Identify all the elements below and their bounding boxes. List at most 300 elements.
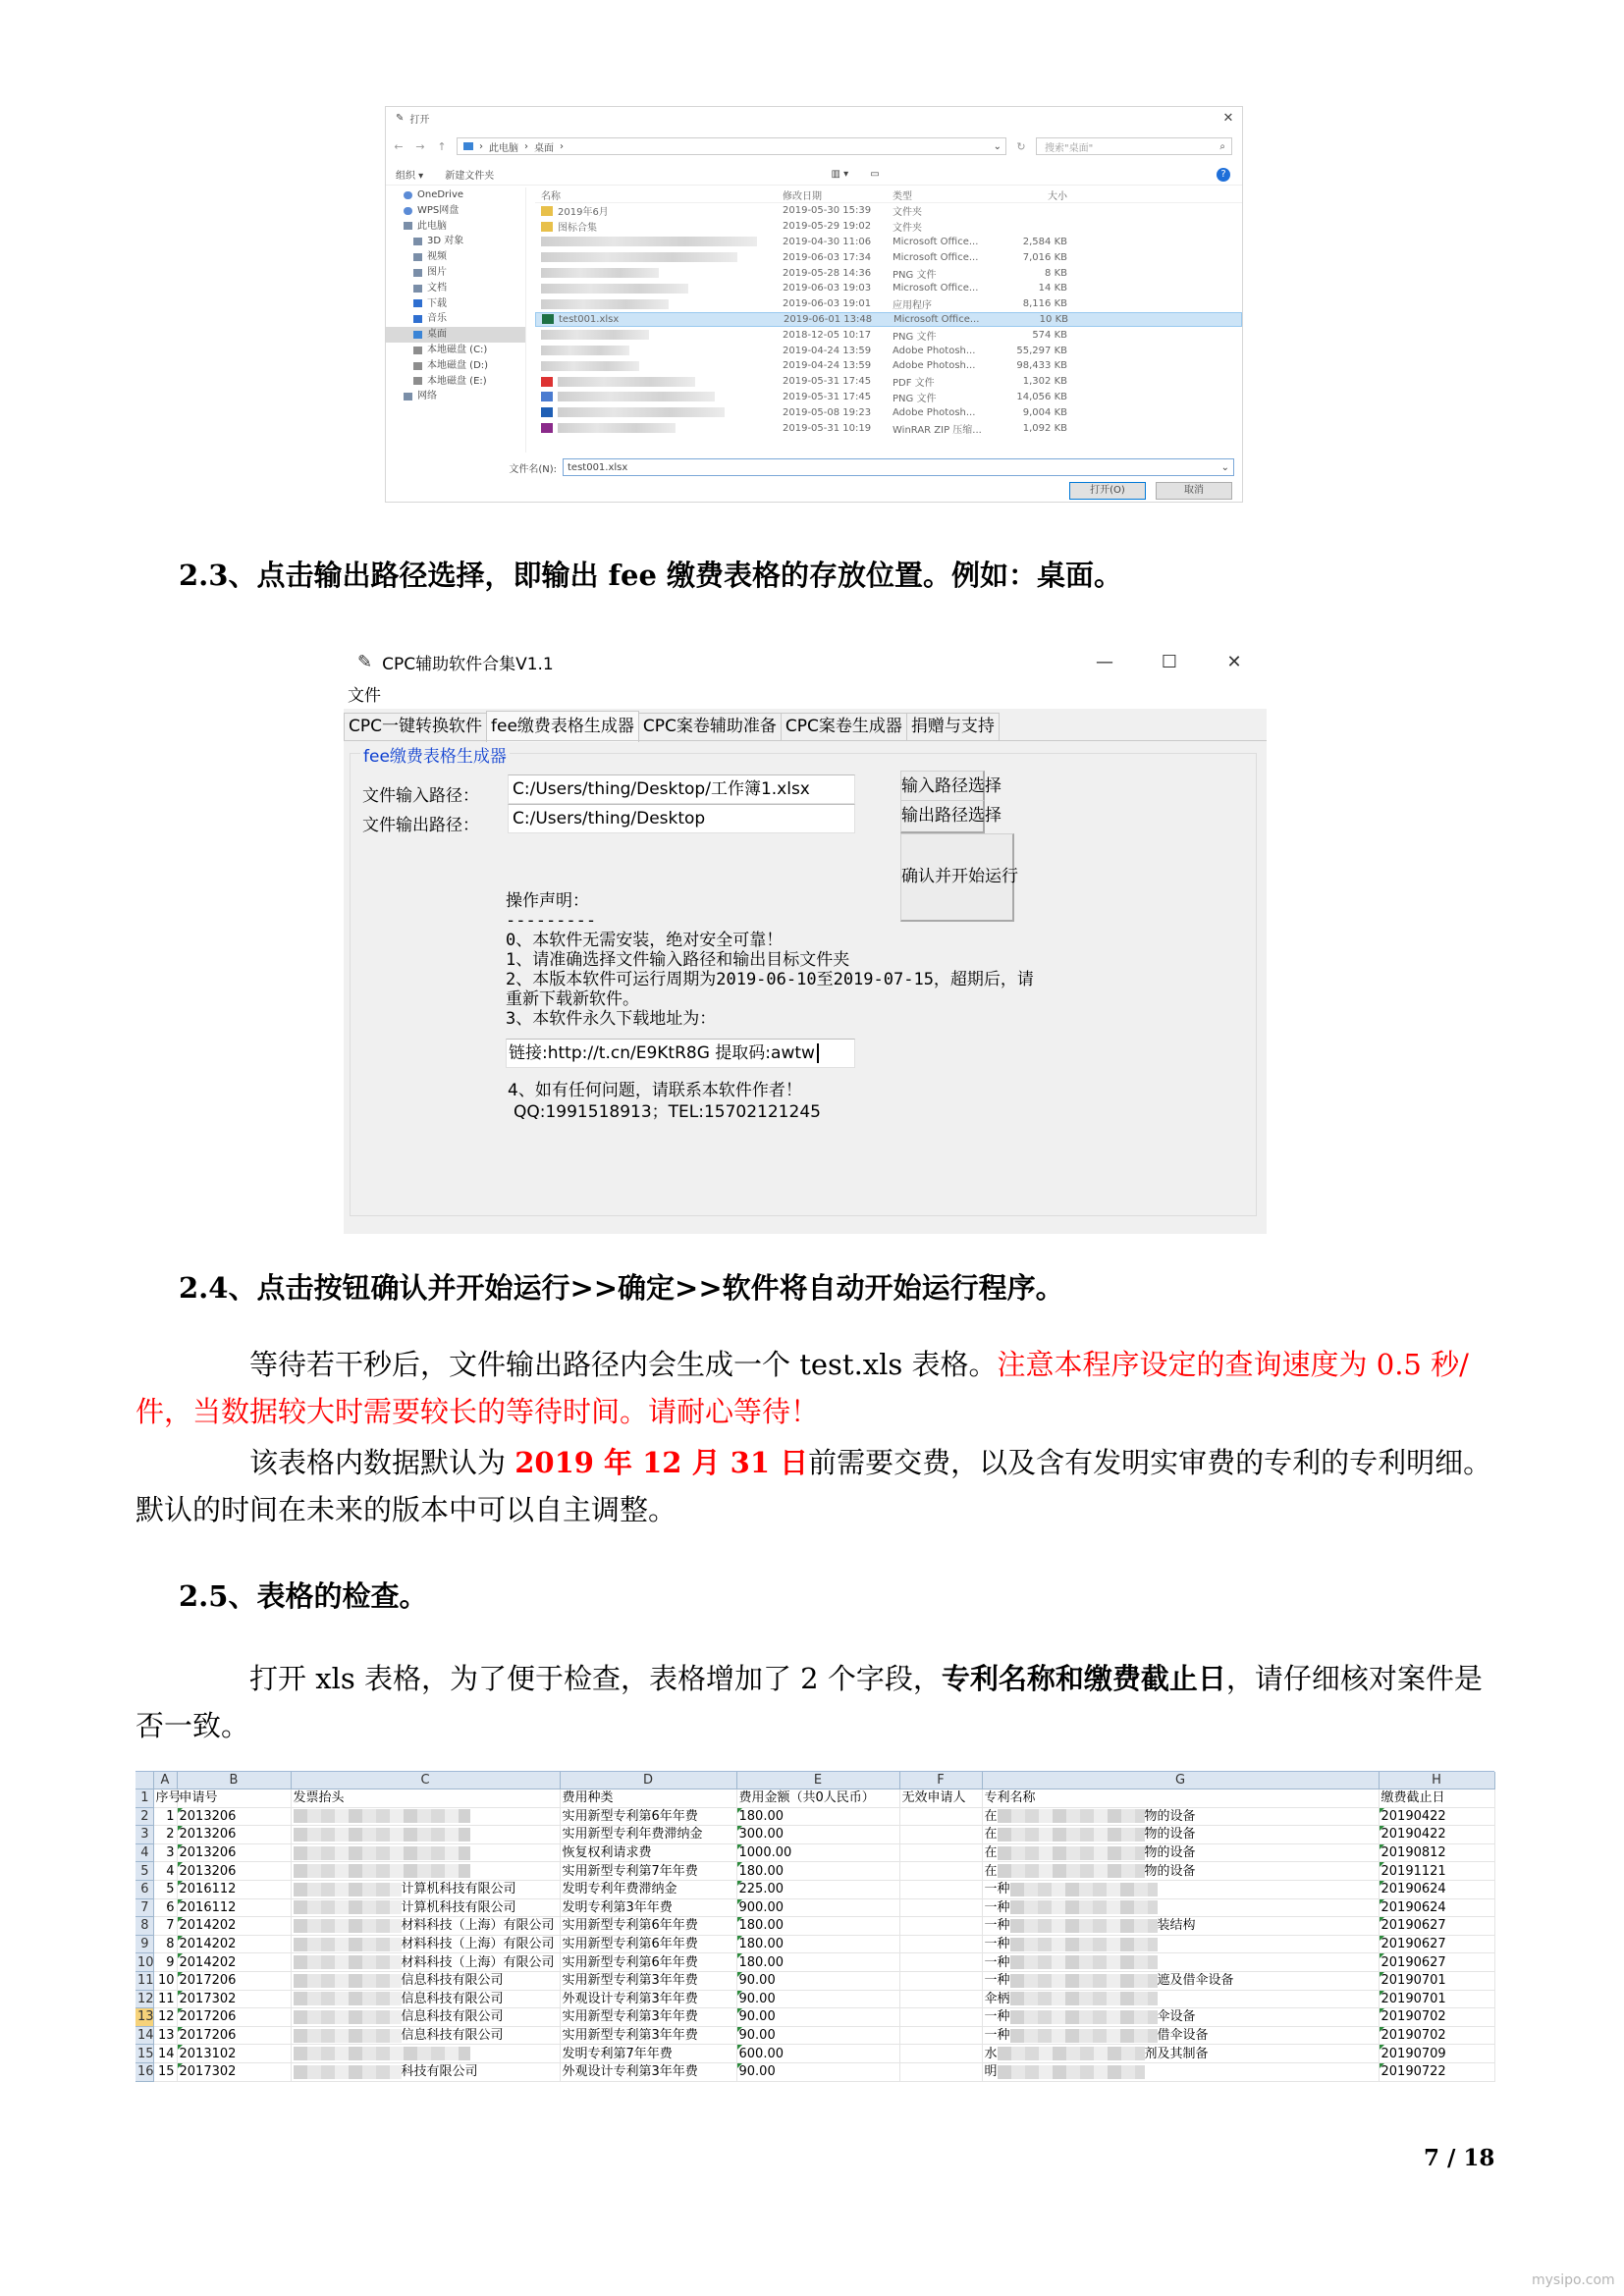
cell-invalid-applicant[interactable]: [899, 1807, 982, 1826]
row-number[interactable]: 8: [135, 1917, 153, 1936]
redacted-filename: [558, 407, 725, 417]
filename-field[interactable]: test001.xlsx ⌄: [563, 458, 1234, 476]
cell-application-no[interactable]: 2014202: [177, 1953, 291, 1972]
cell-invalid-applicant[interactable]: [899, 2045, 982, 2063]
sidebar-item-drive-d[interactable]: 本地磁盘 (D:): [386, 358, 525, 374]
drive-icon: [413, 347, 422, 354]
file-row-selected[interactable]: test001.xlsx 2019-06-01 13:48 Microsoft Office... 10 KB: [535, 312, 1242, 328]
cell-due-date[interactable]: 20190701: [1379, 1971, 1494, 1990]
chevron-down-icon[interactable]: ⌄: [1220, 461, 1229, 473]
row-number[interactable]: 15: [137, 2046, 154, 2061]
row-number[interactable]: 14: [137, 2028, 154, 2044]
redacted-cell: [998, 1846, 1145, 1860]
redacted-cell: [294, 1900, 402, 1914]
redacted-cell: [294, 1883, 402, 1896]
redacted-cell: [1010, 2010, 1158, 2024]
cell-payer[interactable]: 计算机科技有限公司: [291, 1898, 560, 1917]
col-letter[interactable]: C: [291, 1772, 560, 1789]
cell-invalid-applicant[interactable]: [899, 1898, 982, 1917]
added-fields: 专利名称和缴费截止日: [941, 1662, 1226, 1695]
search-placeholder: 搜索"桌面": [1045, 142, 1094, 154]
col-letter[interactable]: E: [736, 1772, 899, 1789]
cell-due-date[interactable]: 20190702: [1379, 2008, 1494, 2027]
row-number[interactable]: 10: [137, 1954, 154, 1970]
file-list: [535, 187, 1242, 453]
cloud-icon: [404, 191, 412, 199]
heading-2-5: 2.5、表格的检查。: [179, 1579, 428, 1613]
file-row[interactable]: 2019-04-24 13:59 Adobe Photosh... 55,297 KB: [535, 343, 1242, 358]
up-icon[interactable]: ↑: [437, 139, 447, 153]
video-icon: [413, 253, 422, 261]
cell-patent-name[interactable]: 水 剂及其制备: [982, 2045, 1379, 2063]
tab-cpc-prepare[interactable]: CPC案卷辅助准备: [638, 713, 782, 740]
cell-due-date[interactable]: 20190627: [1379, 1917, 1494, 1936]
cell-patent-name[interactable]: 一种 装结构: [982, 1917, 1379, 1936]
cell-payer[interactable]: 信息科技有限公司: [291, 2008, 560, 2027]
redacted-cell: [294, 1864, 470, 1878]
cloud-icon: [404, 207, 412, 215]
header-cell[interactable]: 发票抬头: [291, 1789, 560, 1808]
cell-patent-name[interactable]: 一种: [982, 1880, 1379, 1898]
cell-patent-name[interactable]: 明: [982, 2062, 1379, 2081]
cell-invalid-applicant[interactable]: [899, 1935, 982, 1953]
cell-fee-type[interactable]: 实用新型专利第3年年费: [560, 2026, 736, 2045]
cell-amount[interactable]: 90.00: [736, 2026, 899, 2045]
paragraph-default-date: 该表格内数据默认为 2019 年 12 月 31 日前需要交费，以及含有发明实审费的专利的专利明细。默认的时间在未来的版本中可以自主调整。: [135, 1446, 1492, 1526]
cell-fee-type[interactable]: 实用新型专利第7年年费: [560, 1862, 736, 1881]
breadcrumb-item[interactable]: 此电脑: [489, 142, 518, 154]
cell-amount[interactable]: 180.00: [736, 1862, 899, 1881]
tab-cpc-builder[interactable]: CPC案卷生成器: [781, 713, 907, 740]
heading-2-4: 2.4、点击按钮确认并开始运行>>确定>>软件将自动开始运行程序。: [179, 1271, 1064, 1305]
redacted-cell: [294, 1809, 470, 1823]
row-number[interactable]: 11: [137, 1973, 154, 1989]
cell-patent-name[interactable]: 伞柄: [982, 1990, 1379, 2008]
cell-due-date[interactable]: 20190422: [1379, 1826, 1494, 1844]
table-row: [135, 1880, 1494, 1898]
cell-patent-name[interactable]: 一种 伞设备: [982, 2008, 1379, 2027]
file-row[interactable]: 2019-06-03 17:34 Microsoft Office... 7,016 KB: [535, 249, 1242, 265]
pdf-file-icon: [541, 377, 553, 387]
file-row[interactable]: 2019-05-31 17:45 PNG 文件 14,056 KB: [535, 390, 1242, 405]
cell-fee-type[interactable]: 实用新型专利第6年年费: [560, 1953, 736, 1972]
cell-invalid-applicant[interactable]: [899, 1990, 982, 2008]
cell-amount[interactable]: 180.00: [736, 1807, 899, 1826]
file-row[interactable]: 2019-06-03 19:01 应用程序 8,116 KB: [535, 296, 1242, 312]
cell-due-date[interactable]: 20190701: [1379, 1990, 1494, 2008]
cell-application-no[interactable]: 2017206: [177, 2008, 291, 2027]
file-row[interactable]: 2019-05-08 19:23 Adobe Photosh... 9,004 KB: [535, 404, 1242, 420]
desktop-icon: [413, 331, 422, 339]
menu-file[interactable]: 文件: [344, 683, 1267, 709]
col-letter[interactable]: H: [1379, 1772, 1494, 1789]
sidebar-item-documents[interactable]: 文档: [386, 281, 525, 296]
organize-button[interactable]: 组织 ▾: [396, 171, 424, 182]
preview-pane-icon[interactable]: ▭: [870, 169, 880, 180]
cell-application-no[interactable]: 2013206: [177, 1807, 291, 1826]
row-number[interactable]: 9: [135, 1935, 153, 1953]
cell-seq[interactable]: 7: [153, 1917, 177, 1936]
sidebar-item-drive-c[interactable]: 本地磁盘 (C:): [386, 343, 525, 358]
pc-icon: [404, 222, 412, 230]
cell-invalid-applicant[interactable]: [899, 1826, 982, 1844]
cell-invalid-applicant[interactable]: [899, 1953, 982, 1972]
header-cell[interactable]: 缴费截止日: [1379, 1789, 1494, 1808]
watermark: mysipo.com: [1532, 2272, 1615, 2288]
cell-application-no[interactable]: 2013206: [177, 1862, 291, 1881]
cell-amount[interactable]: 180.00: [736, 1917, 899, 1936]
cell-application-no[interactable]: 2016112: [177, 1880, 291, 1898]
group-title: fee缴费表格生成器: [360, 742, 510, 767]
header-cell[interactable]: 费用金额（共0人民币）: [736, 1789, 899, 1808]
redacted-cell: [1010, 1900, 1158, 1914]
file-row[interactable]: 2019-04-30 11:06 Microsoft Office... 2,584 KB: [535, 235, 1242, 250]
music-icon: [413, 315, 422, 323]
paragraph-check: 打开 xls 表格，为了便于检查，表格增加了 2 个字段，专利名称和缴费截止日，请仔细核对案件是否一致。: [135, 1662, 1483, 1742]
cell-application-no[interactable]: 2013102: [177, 2045, 291, 2063]
file-row[interactable]: 2019-04-24 13:59 Adobe Photosh... 98,433 KB: [535, 358, 1242, 374]
cell-amount[interactable]: 225.00: [736, 1880, 899, 1898]
sidebar-item-pictures[interactable]: 图片: [386, 265, 525, 281]
header-cell[interactable]: 无效申请人: [899, 1789, 982, 1808]
cell-due-date[interactable]: 20190812: [1379, 1843, 1494, 1862]
row-number[interactable]: 3: [135, 1826, 153, 1844]
redacted-cell: [294, 2047, 470, 2060]
psd-file-icon: [541, 407, 553, 417]
cell-amount[interactable]: 1000.00: [736, 1843, 899, 1862]
col-letter[interactable]: A: [153, 1772, 177, 1789]
input-path-button[interactable]: 输入路径选择: [900, 771, 985, 804]
cell-seq[interactable]: 3: [153, 1843, 177, 1862]
cell-patent-name[interactable]: 在 物的设备: [982, 1843, 1379, 1862]
paragraph-wait-text: 等待若干秒后，文件输出路径内会生成一个 test.xls 表格。: [249, 1348, 998, 1381]
contact-line-2: QQ:1991518913；TEL:15702121245: [514, 1102, 821, 1122]
cell-amount[interactable]: 90.00: [736, 1971, 899, 1990]
redacted-filename: [541, 346, 629, 355]
contact-line-1: 4、如有任何问题，请联系本软件作者！: [508, 1081, 802, 1100]
file-row[interactable]: 2019-05-31 10:19 WinRAR ZIP 压缩... 1,092 KB: [535, 420, 1242, 436]
redacted-cell: [1010, 1974, 1158, 1988]
column-type[interactable]: 类型: [893, 191, 912, 202]
tab-cpc-convert[interactable]: CPC一键转换软件: [344, 713, 487, 740]
cell-payer[interactable]: [291, 1826, 560, 1844]
redacted-cell: [294, 2065, 402, 2079]
file-row[interactable]: 2019-05-31 17:45 PDF 文件 1,302 KB: [535, 374, 1242, 390]
cell-patent-name[interactable]: 在 物的设备: [982, 1807, 1379, 1826]
cell-amount[interactable]: 90.00: [736, 2008, 899, 2027]
cell-fee-type[interactable]: 发明专利年费滞纳金: [560, 1880, 736, 1898]
maximize-icon[interactable]: ☐: [1161, 651, 1178, 672]
cell-patent-name[interactable]: 在 物的设备: [982, 1826, 1379, 1844]
cell-patent-name[interactable]: 一种: [982, 1935, 1379, 1953]
cell-seq[interactable]: 13: [153, 2026, 177, 2045]
cell-patent-name[interactable]: 一种: [982, 1898, 1379, 1917]
file-row[interactable]: 2018-12-05 10:17 PNG 文件 574 KB: [535, 327, 1242, 343]
cell-due-date[interactable]: 20190624: [1379, 1898, 1494, 1917]
cell-seq[interactable]: 15: [153, 2062, 177, 2081]
cell-fee-type[interactable]: 外观设计专利第3年年费: [560, 1990, 736, 2008]
row-number[interactable]: 13: [137, 2009, 154, 2025]
header-cell[interactable]: 序号: [153, 1789, 177, 1808]
address-bar: [392, 136, 1238, 156]
cell-payer[interactable]: 信息科技有限公司: [291, 1971, 560, 1990]
redacted-filename: [541, 330, 649, 340]
cell-seq[interactable]: 8: [153, 1935, 177, 1953]
col-letter[interactable]: F: [899, 1772, 982, 1789]
pc-icon: [463, 142, 473, 150]
cell-payer[interactable]: [291, 2045, 560, 2063]
refresh-icon[interactable]: ↻: [1016, 139, 1026, 153]
cell-payer[interactable]: 材料科技（上海）有限公司: [291, 1953, 560, 1972]
cell-amount[interactable]: 300.00: [736, 1826, 899, 1844]
redacted-cell: [1010, 1883, 1158, 1896]
row-number[interactable]: 6: [135, 1880, 153, 1898]
app-title: CPC辅助软件合集V1.1: [382, 654, 554, 674]
column-date[interactable]: 修改日期: [783, 191, 822, 202]
table-row: [135, 2045, 1494, 2063]
redacted-cell: [294, 1955, 402, 1969]
cell-fee-type[interactable]: 实用新型专利第3年年费: [560, 1971, 736, 1990]
cell-patent-name[interactable]: 一种: [982, 1953, 1379, 1972]
close-icon[interactable]: ✕: [1226, 651, 1242, 672]
cell-amount[interactable]: 600.00: [736, 2045, 899, 2063]
document-icon: [413, 285, 422, 293]
redacted-cell: [1010, 1919, 1158, 1933]
cell-application-no[interactable]: 2016112: [177, 1898, 291, 1917]
picture-icon: [413, 269, 422, 277]
sidebar-item-downloads[interactable]: 下载: [386, 296, 525, 312]
redacted-cell: [998, 1809, 1145, 1823]
redacted-cell: [998, 2047, 1145, 2060]
cell-application-no[interactable]: 2017302: [177, 1990, 291, 2008]
cell-due-date[interactable]: 20190702: [1379, 2026, 1494, 2045]
table-row: [135, 1953, 1494, 1972]
cell-due-date[interactable]: 20190722: [1379, 2062, 1494, 2081]
heading-2-3: 2.3、点击输出路径选择，即输出 fee 缴费表格的存放位置。例如：桌面。: [179, 559, 1123, 592]
close-icon[interactable]: ✕: [1222, 110, 1234, 126]
header-cell[interactable]: 专利名称: [982, 1789, 1379, 1808]
cell-amount[interactable]: 900.00: [736, 1898, 899, 1917]
cell-payer[interactable]: [291, 1862, 560, 1881]
redacted-filename: [558, 377, 695, 387]
redacted-cell: [1010, 1938, 1158, 1951]
tab-donate[interactable]: 捐赠与支持: [906, 713, 1000, 740]
cell-seq[interactable]: 1: [153, 1807, 177, 1826]
cell-invalid-applicant[interactable]: [899, 2062, 982, 2081]
row-number[interactable]: 4: [135, 1843, 153, 1862]
cell-amount[interactable]: 90.00: [736, 1990, 899, 2008]
tab-panel: [344, 740, 1267, 1234]
row-number[interactable]: 12: [137, 1991, 154, 2006]
cell-application-no[interactable]: 2013206: [177, 1826, 291, 1844]
sidebar-item-drive-e[interactable]: 本地磁盘 (E:): [386, 374, 525, 390]
cell-payer[interactable]: 信息科技有限公司: [291, 2026, 560, 2045]
view-options-icon[interactable]: ▥ ▾: [831, 169, 849, 180]
cell-application-no[interactable]: 2013206: [177, 1843, 291, 1862]
cell-fee-type[interactable]: 实用新型专利第6年年费: [560, 1807, 736, 1826]
breadcrumb[interactable]: › 此电脑 › 桌面 › ⌄: [457, 137, 1006, 155]
sidebar-item-wps[interactable]: WPS网盘: [386, 203, 525, 219]
cell-invalid-applicant[interactable]: [899, 2026, 982, 2045]
cell-fee-type[interactable]: 实用新型专利第6年年费: [560, 1935, 736, 1953]
redacted-cell: [1010, 1992, 1158, 2005]
header-cell[interactable]: 申请号: [177, 1789, 291, 1808]
cell-due-date[interactable]: 20190422: [1379, 1807, 1494, 1826]
redacted-filename: [558, 392, 715, 401]
redacted-filename: [541, 237, 757, 246]
row-number[interactable]: 2: [135, 1807, 153, 1826]
redacted-cell: [294, 2010, 402, 2024]
cell-payer[interactable]: [291, 1843, 560, 1862]
cell-fee-type[interactable]: 实用新型专利第3年年费: [560, 2008, 736, 2027]
cell-invalid-applicant[interactable]: [899, 1862, 982, 1881]
cell-payer[interactable]: 科技有限公司: [291, 2062, 560, 2081]
sidebar-scrollbar[interactable]: [525, 187, 535, 453]
image-file-icon: [541, 392, 553, 401]
cell-fee-type[interactable]: 外观设计专利第3年年费: [560, 2062, 736, 2081]
cell-application-no[interactable]: 2017206: [177, 2026, 291, 2045]
new-folder-button[interactable]: 新建文件夹: [445, 171, 495, 182]
cell-seq[interactable]: 10: [153, 1971, 177, 1990]
sidebar-item-desktop[interactable]: 桌面: [386, 327, 525, 343]
chevron-down-icon[interactable]: ⌄: [993, 140, 1001, 152]
row-number[interactable]: 7: [135, 1898, 153, 1917]
sidebar-item-videos[interactable]: 视频: [386, 249, 525, 265]
input-path-label: 文件输入路径：: [362, 786, 479, 806]
search-input[interactable]: [1036, 137, 1232, 155]
confirm-run-button[interactable]: 确认并开始运行: [900, 833, 1014, 922]
cell-application-no[interactable]: 2017302: [177, 2062, 291, 2081]
file-row[interactable]: 2019-05-28 14:36 PNG 文件 8 KB: [535, 265, 1242, 281]
cell-invalid-applicant[interactable]: [899, 1971, 982, 1990]
cell-seq[interactable]: 14: [153, 2045, 177, 2063]
sidebar-item-3d[interactable]: 3D 对象: [386, 234, 525, 249]
output-path-button[interactable]: 输出路径选择: [900, 800, 985, 833]
cell-seq[interactable]: 11: [153, 1990, 177, 2008]
redacted-cell: [294, 2029, 402, 2043]
redacted-cell: [294, 1828, 470, 1842]
page-number: 7 / 18: [1424, 2145, 1495, 2171]
cell-patent-name[interactable]: 一种 借伞设备: [982, 2026, 1379, 2045]
cell-payer[interactable]: [291, 1807, 560, 1826]
folder-icon: [541, 222, 553, 232]
cancel-button[interactable]: 取消: [1156, 482, 1232, 500]
cell-due-date[interactable]: 20190624: [1379, 1880, 1494, 1898]
file-row[interactable]: 2019年6月 2019-05-30 15:39 文件夹: [535, 203, 1242, 219]
download-link-field[interactable]: 链接:http://t.cn/E9KtR8G 提取码:awtw: [506, 1039, 855, 1068]
table-row: [135, 1826, 1494, 1844]
column-size[interactable]: 大小: [1048, 191, 1067, 202]
cell-application-no[interactable]: 2014202: [177, 1935, 291, 1953]
cell-fee-type[interactable]: 发明专利第3年年费: [560, 1898, 736, 1917]
filename-row: [386, 456, 1242, 478]
cell-fee-type[interactable]: 实用新型专利第6年年费: [560, 1917, 736, 1936]
cell-seq[interactable]: 4: [153, 1862, 177, 1881]
redacted-filename: [541, 361, 639, 371]
breadcrumb-item[interactable]: 桌面: [534, 142, 554, 154]
row-number[interactable]: 5: [135, 1862, 153, 1881]
network-icon: [404, 393, 412, 400]
cell-amount[interactable]: 180.00: [736, 1953, 899, 1972]
column-name[interactable]: 名称: [541, 191, 561, 202]
cell-application-no[interactable]: 2017206: [177, 1971, 291, 1990]
table-row: [135, 1862, 1494, 1881]
cell-fee-type[interactable]: 实用新型专利年费滞纳金: [560, 1826, 736, 1844]
col-letter[interactable]: B: [177, 1772, 291, 1789]
table-row: [135, 1971, 1494, 1990]
cell-seq[interactable]: 2: [153, 1826, 177, 1844]
search-icon: ⌕: [1219, 140, 1225, 152]
output-path-field[interactable]: C:/Users/thing/Desktop: [508, 804, 855, 833]
header-cell[interactable]: 费用种类: [560, 1789, 736, 1808]
cell-payer[interactable]: 材料科技（上海）有限公司: [291, 1935, 560, 1953]
minimize-icon[interactable]: —: [1096, 651, 1113, 672]
cell-fee-type[interactable]: 恢复权利请求费: [560, 1843, 736, 1862]
cell-application-no[interactable]: 2014202: [177, 1917, 291, 1936]
redacted-cell: [294, 1974, 402, 1988]
cell-invalid-applicant[interactable]: [899, 2008, 982, 2027]
cell-seq[interactable]: 5: [153, 1880, 177, 1898]
cell-payer[interactable]: 材料科技（上海）有限公司: [291, 1917, 560, 1936]
sidebar-item-this-pc[interactable]: 此电脑: [386, 219, 525, 235]
cell-invalid-applicant[interactable]: [899, 1917, 982, 1936]
file-row[interactable]: 图标合集 2019-05-29 19:02 文件夹: [535, 219, 1242, 235]
cell-fee-type[interactable]: 发明专利第7年年费: [560, 2045, 736, 2063]
download-icon: [413, 299, 422, 307]
table-row: [135, 1843, 1494, 1862]
cell-seq[interactable]: 6: [153, 1898, 177, 1917]
file-list-header: [535, 187, 1242, 203]
col-letter[interactable]: D: [560, 1772, 736, 1789]
redacted-cell: [998, 1828, 1145, 1842]
cell-seq[interactable]: 12: [153, 2008, 177, 2027]
cell-payer[interactable]: 计算机科技有限公司: [291, 1880, 560, 1898]
cell-due-date[interactable]: 20190627: [1379, 1935, 1494, 1953]
cell-amount[interactable]: 180.00: [736, 1935, 899, 1953]
col-letter[interactable]: G: [982, 1772, 1379, 1789]
forward-icon[interactable]: →: [415, 139, 425, 153]
cell-due-date[interactable]: 20190709: [1379, 2045, 1494, 2063]
cell-seq[interactable]: 9: [153, 1953, 177, 1972]
sidebar-item-network[interactable]: 网络: [386, 389, 525, 404]
file-row[interactable]: 2019-06-03 19:03 Microsoft Office... 14 KB: [535, 281, 1242, 296]
dialog-toolbar: [386, 164, 1242, 186]
table-row: [135, 2026, 1494, 2045]
cell-payer[interactable]: 信息科技有限公司: [291, 1990, 560, 2008]
sidebar-item-music[interactable]: 音乐: [386, 311, 525, 327]
sidebar-item-onedrive[interactable]: OneDrive: [386, 187, 525, 203]
cell-invalid-applicant[interactable]: [899, 1843, 982, 1862]
drive-icon: [413, 362, 422, 370]
cell-invalid-applicant[interactable]: [899, 1880, 982, 1898]
row-number[interactable]: 16: [137, 2064, 154, 2080]
cell-due-date[interactable]: 20190627: [1379, 1953, 1494, 1972]
cell-due-date[interactable]: 20191121: [1379, 1862, 1494, 1881]
feather-icon: ✎: [357, 651, 373, 672]
table-row: [135, 2062, 1494, 2081]
spreadsheet-table: [135, 1772, 1495, 2082]
back-icon[interactable]: ←: [394, 139, 404, 153]
feather-icon: ✎: [396, 112, 405, 124]
cell-patent-name[interactable]: 一种 遮及借伞设备: [982, 1971, 1379, 1990]
text-cursor: [817, 1043, 819, 1063]
cell-amount[interactable]: 90.00: [736, 2062, 899, 2081]
help-icon[interactable]: ?: [1217, 168, 1230, 182]
input-path-field[interactable]: C:/Users/thing/Desktop/工作簿1.xlsx: [508, 774, 855, 804]
open-button[interactable]: 打开(O): [1069, 482, 1146, 500]
cell-patent-name[interactable]: 在 物的设备: [982, 1862, 1379, 1881]
tab-fee-generator[interactable]: fee缴费表格生成器: [486, 711, 639, 742]
